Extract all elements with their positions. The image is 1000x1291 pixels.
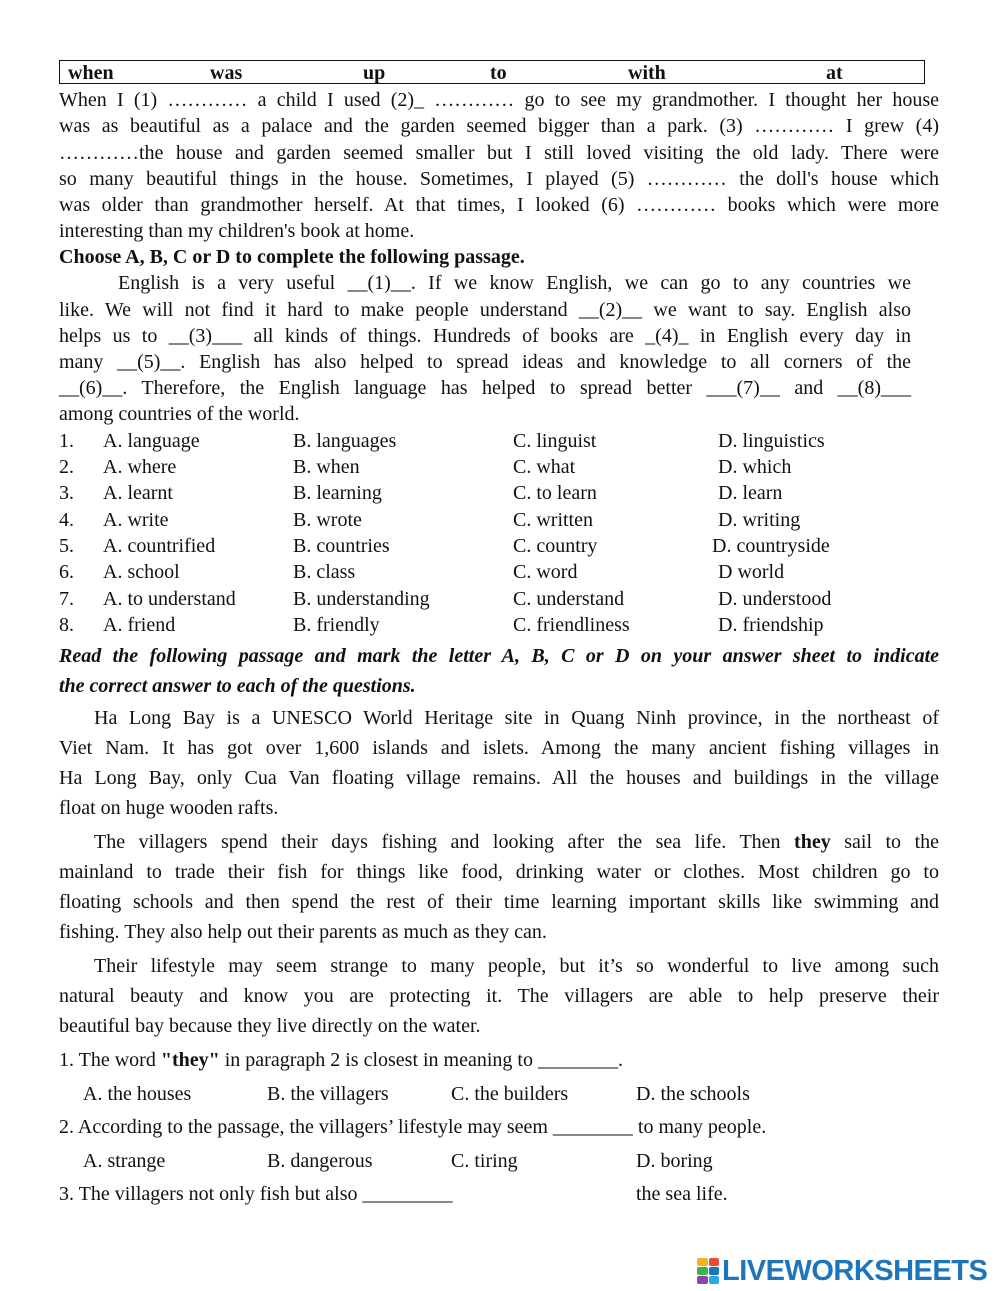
passage-line: Ha Long Bay, only Cua Van floating village remains. All the houses and buildings in the village <box>59 767 939 789</box>
option-a[interactable]: A. friend <box>103 614 176 636</box>
option-d[interactable]: D. learn <box>718 482 783 504</box>
option-number: 5. <box>59 535 74 557</box>
option-b[interactable]: B. the villagers <box>267 1083 389 1105</box>
passage-line: among countries of the world. <box>59 403 300 425</box>
passage-line: helps us to __(3)___ all kinds of things. Hundreds of books are _(4)_ in English every day in <box>59 325 911 347</box>
passage-line: __(6)__. Therefore, the English language has helped to spread better ___(7)__ and __(8)___ <box>59 377 911 399</box>
option-number: 7. <box>59 588 74 610</box>
option-a[interactable]: A. school <box>103 561 180 583</box>
option-c[interactable]: C. what <box>513 456 576 478</box>
option-b[interactable]: B. understanding <box>293 588 430 610</box>
option-c[interactable]: C. written <box>513 509 593 531</box>
passage-line: beautiful bay because they live directly on the water. <box>59 1015 481 1037</box>
option-d[interactable]: D. linguistics <box>718 430 825 452</box>
option-a[interactable]: A. the houses <box>83 1083 192 1105</box>
option-number: 2. <box>59 456 74 478</box>
option-a[interactable]: A. language <box>103 430 200 452</box>
passage-line: …………the house and garden seemed smaller but I still loved visiting the old lady. There were <box>59 142 939 164</box>
option-row <box>59 559 939 585</box>
option-a[interactable]: A. countrified <box>103 535 216 557</box>
option-b[interactable]: B. when <box>293 456 360 478</box>
option-a[interactable]: A. strange <box>83 1150 166 1172</box>
word-bank-item: was <box>210 62 243 84</box>
passage-line: so many beautiful things in the house. Sometimes, I played (5) ………… the doll's house which <box>59 168 939 190</box>
heading-line: Read the following passage and mark the letter A, B, C or D on your answer sheet to indicate <box>59 645 939 667</box>
question-text: 2. According to the passage, the villagers’ lifestyle may seem ________ to many people. <box>59 1116 767 1138</box>
option-c[interactable]: C. the builders <box>451 1083 569 1105</box>
word-bank-item: up <box>363 62 386 84</box>
question-keyword: "they" <box>160 1049 220 1071</box>
option-row <box>59 586 939 612</box>
option-d[interactable]: D. understood <box>718 588 832 610</box>
option-d[interactable]: D. which <box>718 456 792 478</box>
passage-line: float on huge wooden rafts. <box>59 797 279 819</box>
option-d[interactable]: D. friendship <box>718 614 824 636</box>
option-a[interactable]: A. write <box>103 509 169 531</box>
passage-line: Their lifestyle may seem strange to many people, but it’s so wonderful to live among such <box>94 955 939 977</box>
question-text-part: 1. The word <box>59 1049 161 1071</box>
passage-line: was older than grandmother herself. At that times, I looked (6) ………… books which were more <box>59 194 939 216</box>
option-d[interactable]: D. writing <box>718 509 801 531</box>
option-b[interactable]: B. countries <box>293 535 390 557</box>
liveworksheets-logo-icon <box>697 1258 719 1284</box>
passage-text: sail to the <box>830 831 939 853</box>
option-a[interactable]: A. where <box>103 456 177 478</box>
option-a[interactable]: A. to understand <box>103 588 236 610</box>
passage-line: like. We will not find it hard to make people understand __(2)__ we want to say. English also <box>59 299 911 321</box>
option-b[interactable]: B. dangerous <box>267 1150 373 1172</box>
question-text-end: the sea life. <box>636 1183 728 1205</box>
option-row <box>59 428 939 454</box>
passage-line: floating schools and then spend the rest of their time learning important skills like swimming and <box>59 891 939 913</box>
option-b[interactable]: B. learning <box>293 482 382 504</box>
option-a[interactable]: A. learnt <box>103 482 173 504</box>
option-c[interactable]: C. word <box>513 561 578 583</box>
option-number: 3. <box>59 482 74 504</box>
option-d[interactable]: D. the schools <box>636 1083 750 1105</box>
question-text: 3. The villagers not only fish but also _________ <box>59 1183 453 1205</box>
highlighted-word: they <box>794 831 831 853</box>
passage-line: many __(5)__. English has also helped to spread ideas and knowledge to all corners of the <box>59 351 911 373</box>
passage-text: The villagers spend their days fishing and looking after the sea life. Then <box>94 831 795 853</box>
option-c[interactable]: C. friendliness <box>513 614 630 636</box>
word-bank-item: with <box>628 62 666 84</box>
passage-line: Ha Long Bay is a UNESCO World Heritage site in Quang Ninh province, in the northeast of <box>94 707 939 729</box>
word-bank-item: at <box>826 62 843 84</box>
option-c[interactable]: C. understand <box>513 588 625 610</box>
logo-text: LIVEWORKSHEETS <box>722 1254 988 1287</box>
question-text-part: in paragraph 2 is closest in meaning to ________. <box>219 1049 623 1071</box>
option-c[interactable]: C. country <box>513 535 598 557</box>
option-b[interactable]: B. friendly <box>293 614 380 636</box>
option-b[interactable]: B. languages <box>293 430 397 452</box>
option-b[interactable]: B. class <box>293 561 356 583</box>
passage-line: When I (1) ………… a child I used (2)_ ………… go to see my grandmother. I thought her house <box>59 89 939 111</box>
passage-line: Viet Nam. It has got over 1,600 islands and islets. Among the many ancient fishing villages in <box>59 737 939 759</box>
passage-line: natural beauty and know you are protecting it. The villagers are able to help preserve their <box>59 985 939 1007</box>
option-number: 8. <box>59 614 74 636</box>
word-bank <box>59 60 925 84</box>
option-row <box>59 533 939 559</box>
word-bank-item: when <box>68 62 114 84</box>
option-number: 1. <box>59 430 74 452</box>
question-text <box>59 1045 623 1075</box>
option-row <box>59 507 939 533</box>
option-number: 4. <box>59 509 74 531</box>
option-d[interactable]: D. countryside <box>712 535 830 557</box>
option-row <box>59 454 939 480</box>
liveworksheets-logo <box>697 1256 987 1286</box>
option-d[interactable]: D. boring <box>636 1150 713 1172</box>
option-row <box>59 480 939 506</box>
option-d[interactable]: D world <box>718 561 785 583</box>
question-options <box>59 1079 939 1109</box>
passage-line: English is a very useful __(1)__. If we know English, we can go to any countries we <box>118 272 911 294</box>
option-c[interactable]: C. linguist <box>513 430 597 452</box>
word-bank-item: to <box>490 62 507 84</box>
passage-line: fishing. They also help out their parents as much as they can. <box>59 921 547 943</box>
question-options <box>59 1146 939 1176</box>
option-c[interactable]: C. tiring <box>451 1150 518 1172</box>
option-c[interactable]: C. to learn <box>513 482 597 504</box>
passage-line: mainland to trade their fish for things like food, drinking water or clothes. Most children go to <box>59 861 939 883</box>
section-heading: Choose A, B, C or D to complete the following passage. <box>59 246 525 268</box>
passage-line: was as beautiful as a palace and the garden seemed bigger than a park. (3) ………… I grew (4) <box>59 115 939 137</box>
passage-line <box>94 827 939 857</box>
option-b[interactable]: B. wrote <box>293 509 362 531</box>
passage-line: interesting than my children's book at home. <box>59 220 415 242</box>
option-row <box>59 612 939 638</box>
heading-line: the correct answer to each of the questions. <box>59 675 416 697</box>
option-number: 6. <box>59 561 74 583</box>
